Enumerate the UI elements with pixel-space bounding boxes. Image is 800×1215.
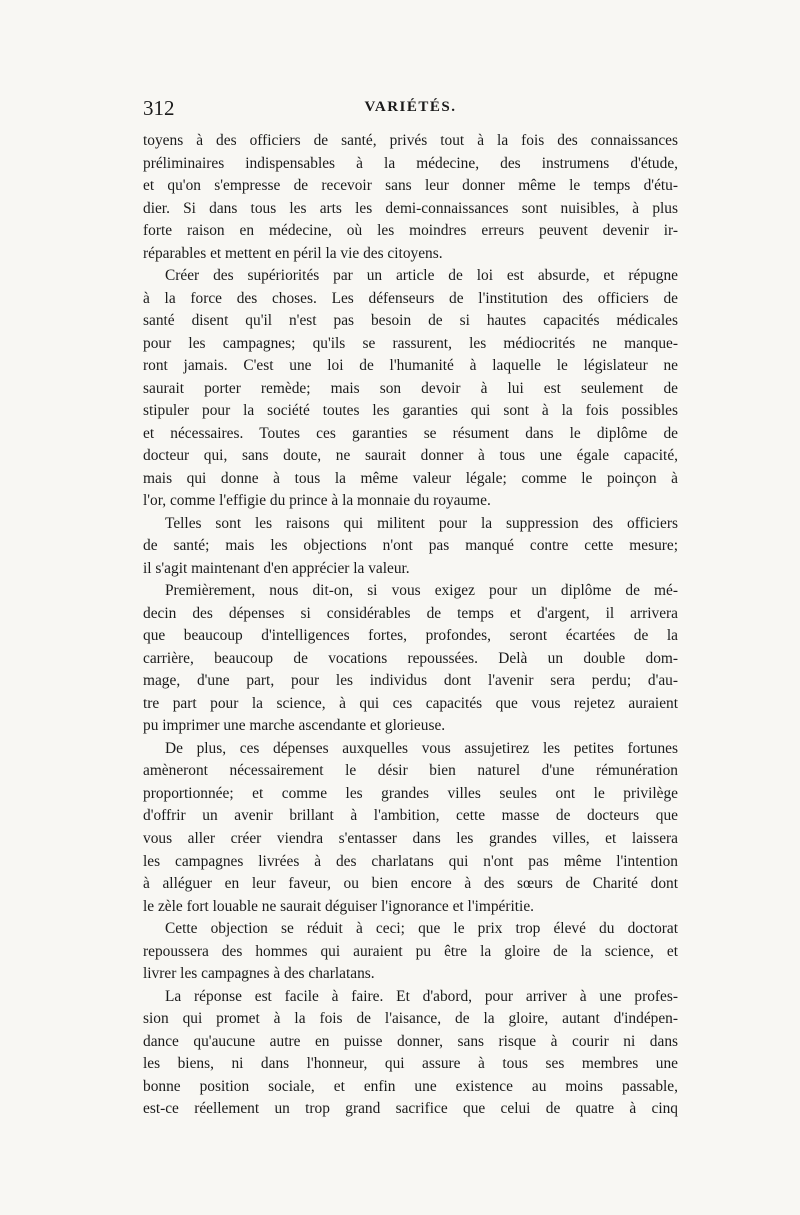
text-line: préliminaires indispensables à la médecine, des instrumens d'étude, [143,154,678,172]
page-header [143,96,678,122]
text-line: les campagnes livrées à des charlatans qui n'ont pas même l'intention [143,852,678,870]
text-line: docteur qui, sans doute, ne saurait donner à tous une égale capacité, [143,447,678,465]
text-line: dier. Si dans tous les arts les demi-connaissances sont nuisibles, à plus [143,199,678,217]
text-line: vous aller créer viendra s'entasser dans les grandes villes, et laissera [143,829,678,847]
page-number: 312 [143,96,175,120]
text-line: l'or, comme l'effigie du prince à la monnaie du royaume. [143,492,491,510]
text-line: Telles sont les raisons qui militent pour la suppression des officiers [165,514,678,532]
text-line: repoussera des hommes qui auraient pu être la gloire de la science, et [143,942,678,960]
text-line: à la force des choses. Les défenseurs de l'institution des officiers de [143,289,678,307]
text-line: tre part pour la science, à qui ces capacités que vous rejetez auraient [143,694,678,712]
text-line: le zèle fort louable ne saurait déguiser l'ignorance et l'impéritie. [143,897,535,915]
text-line: bonne position sociale, et enfin une existence au moins passable, [143,1077,678,1095]
text-line: amèneront nécessairement le désir bien naturel d'une rémunération [143,762,678,780]
text-line: livrer les campagnes à des charlatans. [143,965,375,983]
text-line: De plus, ces dépenses auxquelles vous assujetirez les petites fortunes [165,739,678,757]
text-line: Créer des supériorités par un article de loi est absurde, et répugne [165,267,678,285]
body-text [143,130,678,1121]
text-line: ront jamais. C'est une loi de l'humanité à laquelle le législateur ne [143,357,678,375]
text-line: et nécessaires. Toutes ces garanties se résument dans le diplôme de [143,424,678,442]
text-line: de santé; mais les objections n'ont pas manqué contre cette mesure; [143,537,678,555]
text-line: stipuler pour la société toutes les garanties qui sont à la fois possibles [143,402,678,420]
text-line: santé disent qu'il n'est pas besoin de si hautes capacités médicales [143,312,678,330]
text-line: réparables et mettent en péril la vie des citoyens. [143,244,443,262]
text-line: forte raison en médecine, où les moindres erreurs peuvent devenir ir- [143,222,678,240]
text-line: d'offrir un avenir brillant à l'ambition, cette masse de docteurs que [143,807,678,825]
text-line: mais qui donne à tous la même valeur légale; comme le poinçon à [143,469,678,487]
text-line: decin des dépenses si considérables de temps et d'argent, il arrivera [143,604,678,622]
text-line: que beaucoup d'intelligences fortes, profondes, seront écartées de la [143,627,678,645]
text-line: les biens, ni dans l'honneur, qui assure à tous ses membres une [143,1055,678,1073]
text-line: pour les campagnes; qu'ils se rassurent, les médiocrités ne manque- [143,334,678,352]
text-line: pu imprimer une marche ascendante et glorieuse. [143,717,446,735]
text-line: dance qu'aucune autre en puisse donner, sans risque à courir ni dans [143,1032,678,1050]
text-line: saurait porter remède; mais son devoir à lui est seulement de [143,379,678,397]
text-line: carrière, beaucoup de vocations repoussées. Delà un double dom- [143,649,678,667]
text-line: et qu'on s'empresse de recevoir sans leur donner même le temps d'étu- [143,177,678,195]
text-line: il s'agit maintenant d'en apprécier la valeur. [143,559,410,577]
text-line: toyens à des officiers de santé, privés tout à la fois des connaissances [143,132,678,149]
text-line: La réponse est facile à faire. Et d'abord, pour arriver à une profes- [165,987,678,1005]
text-line: proportionnée; et comme les grandes villes seules ont le privilège [143,784,678,802]
text-line: Cette objection se réduit à ceci; que le prix trop élevé du doctorat [165,920,678,938]
text-line: sion qui promet à la fois de l'aisance, de la gloire, autant d'indépen- [143,1010,678,1028]
text-line: mage, d'une part, pour les individus dont l'avenir sera perdu; d'au- [143,672,678,690]
text-line: Premièrement, nous dit-on, si vous exigez pour un diplôme de mé- [165,582,678,600]
text-line: est-ce réellement un trop grand sacrifice que celui de quatre à cinq [143,1100,678,1118]
running-head: VARIÉTÉS. [364,99,457,115]
text-line: à alléguer en leur faveur, ou bien encore à des sœurs de Charité dont [143,875,678,893]
